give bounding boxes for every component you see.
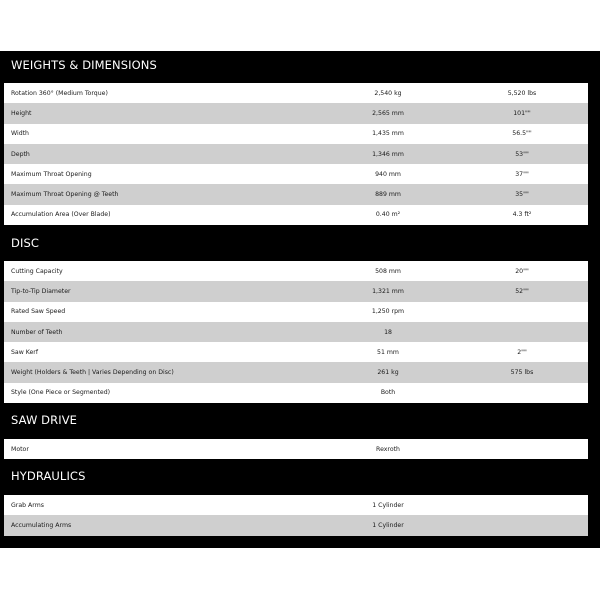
table-row [4, 515, 588, 535]
spec-table-disc [4, 261, 588, 403]
spec-imperial-value: 101"" [513, 109, 531, 117]
spec-imperial-value: 20"" [515, 267, 529, 275]
spec-metric-value: 889 mm [375, 191, 401, 199]
spec-metric-value: 1,346 mm [372, 150, 404, 158]
table-row [4, 184, 588, 204]
spec-label: Grab Arms [11, 501, 44, 509]
spec-metric-value: 0.40 m² [375, 211, 401, 219]
spec-label: Depth [11, 150, 30, 158]
spec-imperial-value: 2"" [517, 348, 527, 356]
section-title-weights-dimensions: WEIGHTS & DIMENSIONS [11, 58, 157, 72]
spec-label: Height [11, 109, 32, 117]
spec-imperial-value: 37"" [515, 170, 529, 178]
spec-imperial-value: 35"" [515, 191, 529, 199]
spec-label: Weight (Holders & Teeth | Varies Depending on Disc) [11, 369, 174, 377]
table-row [4, 383, 588, 403]
spec-label: Maximum Throat Opening [11, 170, 92, 178]
section-title-saw-drive: SAW DRIVE [11, 413, 78, 427]
spec-metric-value: 1,250 rpm [371, 308, 405, 316]
table-row [4, 261, 588, 281]
spec-imperial-value: 5,520 lbs [507, 89, 537, 97]
spec-metric-value: 1,435 mm [372, 130, 404, 138]
spec-metric-value: 940 mm [375, 170, 401, 178]
table-row [4, 322, 588, 342]
spec-imperial-value: 575 lbs [510, 369, 534, 377]
spec-table-saw-drive [4, 439, 588, 459]
spec-label: Width [11, 130, 29, 138]
table-row [4, 302, 588, 322]
spec-metric-value: 2,540 kg [374, 89, 402, 97]
section-title-hydraulics: HYDRAULICS [11, 469, 86, 483]
spec-label: Cutting Capacity [11, 267, 63, 275]
spec-imperial-value: 53"" [515, 150, 529, 158]
spec-label: Rated Saw Speed [11, 308, 66, 316]
spec-metric-value: Both [380, 389, 396, 397]
table-row [4, 495, 588, 515]
table-row [4, 124, 588, 144]
table-row [4, 144, 588, 164]
spec-label: Rotation 360° (Medium Torque) [11, 89, 108, 97]
spec-metric-value: 1,321 mm [372, 287, 404, 295]
spec-table-weights-dimensions [4, 83, 588, 225]
spec-table-hydraulics [4, 495, 588, 536]
table-row [4, 281, 588, 301]
spec-imperial-value: 52"" [515, 287, 529, 295]
spec-metric-value: 18 [384, 328, 392, 336]
table-row [4, 205, 588, 225]
spec-label: Number of Teeth [11, 328, 63, 336]
spec-metric-value: 508 mm [375, 267, 401, 275]
table-row [4, 362, 588, 382]
spec-metric-value: Rexroth [376, 445, 400, 453]
table-row [4, 439, 588, 459]
spec-imperial-value: 56.5"" [512, 130, 532, 138]
spec-label: Style (One Piece or Segmented) [11, 389, 111, 397]
spec-metric-value: 51 mm [377, 348, 399, 356]
table-row [4, 164, 588, 184]
table-row [4, 342, 588, 362]
spec-label: Tip-to-Tip Diameter [11, 287, 71, 295]
spec-label: Saw Kerf [11, 348, 39, 356]
spec-label: Accumulating Arms [11, 521, 72, 529]
spec-imperial-value: 4.3 ft² [512, 211, 532, 219]
section-title-disc: DISC [11, 236, 39, 250]
spec-panel [0, 51, 600, 548]
table-row [4, 83, 588, 103]
spec-label: Accumulation Area (Over Blade) [11, 211, 111, 219]
spec-label: Maximum Throat Opening @ Teeth [11, 191, 119, 199]
spec-metric-value: 261 kg [377, 369, 399, 377]
spec-metric-value: 1 Cylinder [372, 521, 404, 529]
spec-metric-value: 1 Cylinder [372, 501, 404, 509]
table-row [4, 103, 588, 123]
spec-label: Motor [11, 445, 29, 453]
spec-metric-value: 2,565 mm [372, 109, 404, 117]
